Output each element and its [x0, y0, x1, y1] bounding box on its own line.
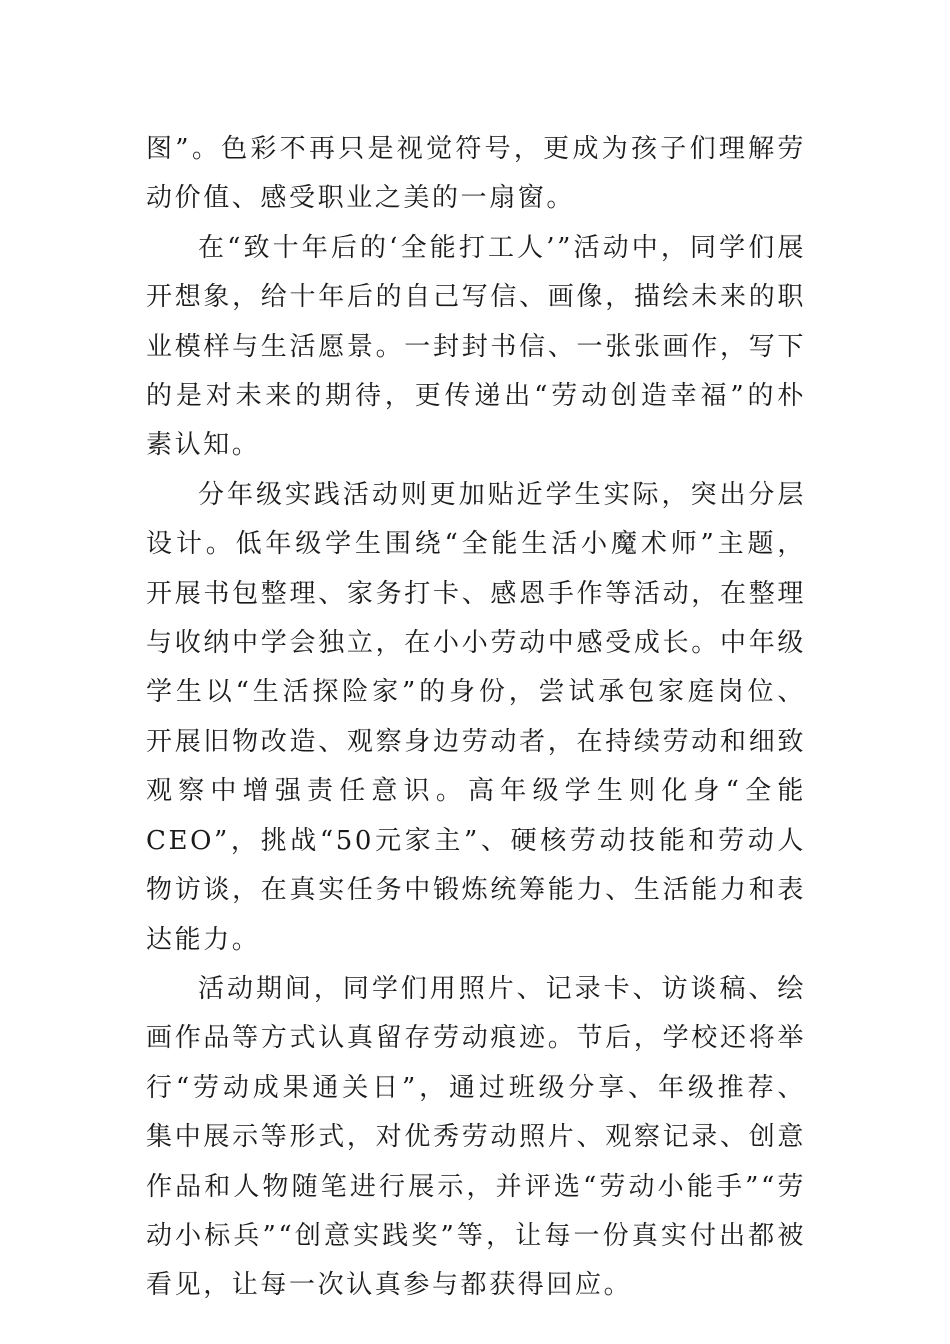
paragraph-continued: 图”。色彩不再只是视觉符号，更成为孩子们理解劳动价值、感受职业之美的一扇窗。 — [146, 134, 806, 214]
paragraph-results-showcase: 活动期间，同学们用照片、记录卡、访谈稿、绘画作品等方式认真留存劳动痕迹。节后，学校还将举行“劳动成果通关日”，通过班级分享、年级推荐、集中展示等形式，对优秀劳动照片、观察记录、创意作品和人物随笔进行展示，并评选“劳动小能手”“劳动小标兵”“创意实践奖”等，让每一份真实付出都被看见，让每一次认真参与都获得回应。 — [146, 973, 806, 1301]
paragraph-letter-to-future: 在“致十年后的‘全能打工人’”活动中，同学们展开想象，给十年后的自己写信、画像，描绘未来的职业模样与生活愿景。一封封书信、一张张画作，写下的是对未来的期待，更传递出“劳动创造幸福”的朴素认知。 — [146, 232, 806, 461]
document-body — [146, 125, 806, 1311]
paragraph-grade-activities: 分年级实践活动则更加贴近学生实际，突出分层设计。低年级学生围绕“全能生活小魔术师”主题，开展书包整理、家务打卡、感恩手作等活动，在整理与收纳中学会独立，在小小劳动中感受成长。中年级学生以“生活探险家”的身份，尝试承包家庭岗位、开展旧物改造、观察身边劳动者，在持续劳动和细致观察中增强责任意识。高年级学生则化身“全能CEO”，挑战“50元家主”、硬核劳动技能和劳动人物访谈，在真实任务中锻炼统筹能力、生活能力和表达能力。 — [146, 479, 806, 955]
